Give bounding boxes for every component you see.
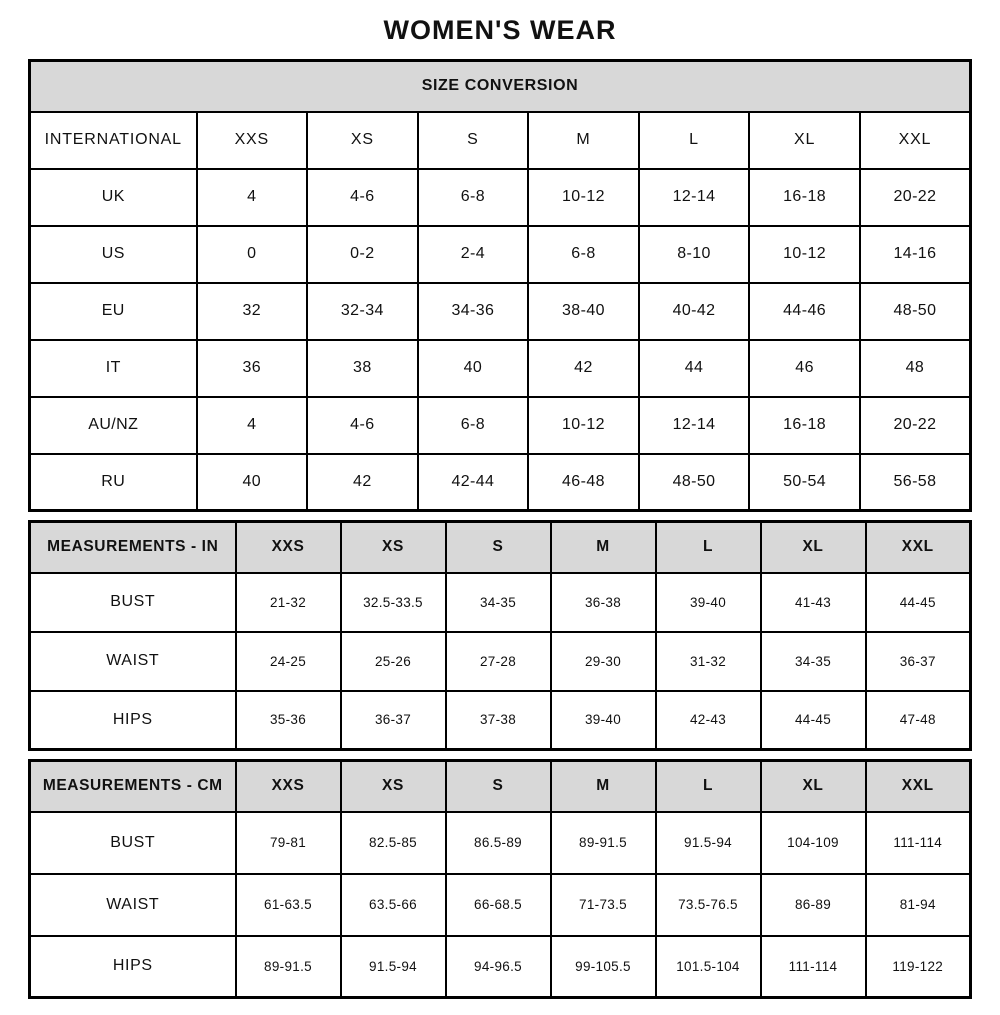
size-cell: 8-10	[639, 226, 750, 283]
measure-cell: 29-30	[551, 632, 656, 691]
measure-cell: 44-45	[866, 573, 971, 632]
size-cell: 50-54	[749, 454, 860, 511]
measure-cell: 61-63.5	[236, 874, 341, 936]
size-cell: 0-2	[307, 226, 418, 283]
measure-cell: 36-38	[551, 573, 656, 632]
column-header: XXS	[197, 112, 308, 169]
size-cell: 42	[307, 454, 418, 511]
size-cell: 46	[749, 340, 860, 397]
measure-cell: 25-26	[341, 632, 446, 691]
column-header: S	[446, 761, 551, 812]
row-label: HIPS	[30, 691, 236, 750]
size-cell: 42-44	[418, 454, 529, 511]
measure-cell: 119-122	[866, 936, 971, 998]
size-cell: 36	[197, 340, 308, 397]
size-cell: 40	[418, 340, 529, 397]
size-cell: 40	[197, 454, 308, 511]
size-cell: 48-50	[639, 454, 750, 511]
column-header: S	[418, 112, 529, 169]
size-cell: 44-46	[749, 283, 860, 340]
size-cell: 46-48	[528, 454, 639, 511]
measure-cell: 31-32	[656, 632, 761, 691]
size-cell: 32-34	[307, 283, 418, 340]
table-row	[30, 812, 971, 874]
row-label: RU	[30, 454, 197, 511]
size-cell: 12-14	[639, 397, 750, 454]
column-header: INTERNATIONAL	[30, 112, 197, 169]
row-label: AU/NZ	[30, 397, 197, 454]
measure-cell: 104-109	[761, 812, 866, 874]
size-cell: 16-18	[749, 169, 860, 226]
measurements-cm-table	[28, 759, 972, 999]
measure-cell: 86.5-89	[446, 812, 551, 874]
measure-cell: 94-96.5	[446, 936, 551, 998]
measure-cell: 21-32	[236, 573, 341, 632]
row-label: BUST	[30, 573, 236, 632]
measure-cell: 81-94	[866, 874, 971, 936]
measure-cell: 32.5-33.5	[341, 573, 446, 632]
size-cell: 4	[197, 397, 308, 454]
column-header: L	[656, 522, 761, 573]
size-cell: 48	[860, 340, 971, 397]
column-header: XXL	[866, 761, 971, 812]
size-cell: 10-12	[528, 397, 639, 454]
column-header: M	[551, 761, 656, 812]
measure-cell: 99-105.5	[551, 936, 656, 998]
column-header-row	[30, 112, 971, 169]
size-cell: 6-8	[418, 169, 529, 226]
table-row	[30, 874, 971, 936]
table-row	[30, 691, 971, 750]
table-row	[30, 573, 971, 632]
size-cell: 6-8	[418, 397, 529, 454]
size-cell: 20-22	[860, 397, 971, 454]
row-label: IT	[30, 340, 197, 397]
size-cell: 44	[639, 340, 750, 397]
table-title: SIZE CONVERSION	[30, 61, 971, 112]
column-header: XL	[749, 112, 860, 169]
column-header: XXS	[236, 522, 341, 573]
measure-cell: 89-91.5	[551, 812, 656, 874]
measure-cell: 89-91.5	[236, 936, 341, 998]
row-label: HIPS	[30, 936, 236, 998]
column-header: XS	[341, 761, 446, 812]
column-header: L	[656, 761, 761, 812]
measure-cell: 73.5-76.5	[656, 874, 761, 936]
size-cell: 38-40	[528, 283, 639, 340]
table-row	[30, 283, 971, 340]
row-label: BUST	[30, 812, 236, 874]
column-header: XS	[307, 112, 418, 169]
size-cell: 40-42	[639, 283, 750, 340]
column-header: XL	[761, 761, 866, 812]
size-cell: 6-8	[528, 226, 639, 283]
size-cell: 38	[307, 340, 418, 397]
size-cell: 42	[528, 340, 639, 397]
column-header: L	[639, 112, 750, 169]
measure-cell: 47-48	[866, 691, 971, 750]
column-header: XS	[341, 522, 446, 573]
size-cell: 10-12	[528, 169, 639, 226]
row-label: UK	[30, 169, 197, 226]
size-cell: 20-22	[860, 169, 971, 226]
measure-cell: 34-35	[446, 573, 551, 632]
measure-cell: 111-114	[761, 936, 866, 998]
measure-cell: 39-40	[551, 691, 656, 750]
measure-cell: 101.5-104	[656, 936, 761, 998]
table-title-row	[30, 61, 971, 112]
measure-cell: 79-81	[236, 812, 341, 874]
page-title: WOMEN'S WEAR	[383, 15, 617, 45]
column-header: M	[551, 522, 656, 573]
size-cell: 0	[197, 226, 308, 283]
measure-cell: 27-28	[446, 632, 551, 691]
column-header: XXL	[866, 522, 971, 573]
table-row	[30, 454, 971, 511]
column-header: XL	[761, 522, 866, 573]
table-row	[30, 936, 971, 998]
measure-cell: 24-25	[236, 632, 341, 691]
size-chart-page	[0, 15, 1000, 999]
measure-cell: 111-114	[866, 812, 971, 874]
measure-cell: 86-89	[761, 874, 866, 936]
column-header: XXS	[236, 761, 341, 812]
size-cell: 2-4	[418, 226, 529, 283]
measure-cell: 44-45	[761, 691, 866, 750]
size-cell: 4-6	[307, 169, 418, 226]
size-cell: 16-18	[749, 397, 860, 454]
size-cell: 32	[197, 283, 308, 340]
measure-cell: 36-37	[341, 691, 446, 750]
row-label: EU	[30, 283, 197, 340]
measure-cell: 36-37	[866, 632, 971, 691]
measure-cell: 66-68.5	[446, 874, 551, 936]
size-cell: 48-50	[860, 283, 971, 340]
column-header: XXL	[860, 112, 971, 169]
size-conversion-table	[28, 59, 972, 512]
table-row	[30, 340, 971, 397]
measure-cell: 42-43	[656, 691, 761, 750]
size-cell: 4-6	[307, 397, 418, 454]
table-title: MEASUREMENTS - CM	[30, 761, 236, 812]
table-row	[30, 397, 971, 454]
table-row	[30, 226, 971, 283]
measure-cell: 82.5-85	[341, 812, 446, 874]
size-cell: 10-12	[749, 226, 860, 283]
measure-cell: 91.5-94	[656, 812, 761, 874]
size-cell: 12-14	[639, 169, 750, 226]
column-header-row	[30, 761, 971, 812]
measure-cell: 63.5-66	[341, 874, 446, 936]
size-cell: 56-58	[860, 454, 971, 511]
size-cell: 14-16	[860, 226, 971, 283]
row-label: WAIST	[30, 632, 236, 691]
measure-cell: 71-73.5	[551, 874, 656, 936]
measure-cell: 39-40	[656, 573, 761, 632]
size-cell: 4	[197, 169, 308, 226]
measure-cell: 41-43	[761, 573, 866, 632]
measure-cell: 35-36	[236, 691, 341, 750]
column-header: S	[446, 522, 551, 573]
measure-cell: 37-38	[446, 691, 551, 750]
measure-cell: 91.5-94	[341, 936, 446, 998]
measure-cell: 34-35	[761, 632, 866, 691]
row-label: WAIST	[30, 874, 236, 936]
size-cell: 34-36	[418, 283, 529, 340]
table-row	[30, 169, 971, 226]
table-title: MEASUREMENTS - IN	[30, 522, 236, 573]
column-header: M	[528, 112, 639, 169]
table-row	[30, 632, 971, 691]
row-label: US	[30, 226, 197, 283]
measurements-in-table	[28, 520, 972, 751]
column-header-row	[30, 522, 971, 573]
